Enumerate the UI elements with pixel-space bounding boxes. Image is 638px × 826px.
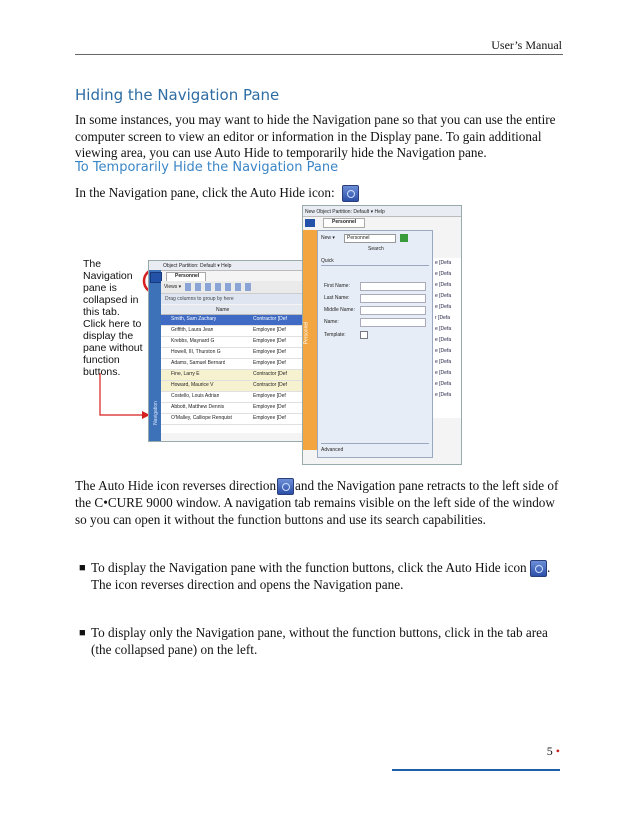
menu-bar-2[interactable]: New Object Partition: Default ▾ Help [305,209,385,215]
list-item: e [Defa [435,337,452,343]
list-item: e [Defa [435,260,452,266]
table-row[interactable] [161,337,307,348]
auto-hide-icon-inline [530,560,547,577]
group-hint: Drag columns to group by here [165,296,234,302]
row-type: Employee [Def [253,327,286,333]
advanced-link[interactable]: Advanced [321,447,344,453]
table-row[interactable] [161,370,307,381]
row-name: Howell, III, Thurston G [171,349,221,355]
middle-name-input[interactable] [360,306,426,315]
quick-label: Quick [321,258,334,264]
expanded-window [302,205,462,465]
subsection-title: To Temporarily Hide the Navigation Pane [75,160,339,175]
name-label: Name: [324,319,339,325]
new-button[interactable]: New ▾ [321,235,335,241]
tab-personnel[interactable]: Personnel [166,272,206,282]
screenshot-figure [80,205,464,465]
table-row[interactable] [161,414,307,425]
row-name: Costello, Louis Adrian [171,393,220,399]
table-row[interactable] [161,392,307,403]
row-name: Howard, Maurice V [171,382,214,388]
list-item: e [Defa [435,271,452,277]
section-title: Hiding the Navigation Pane [75,86,280,104]
row-name: Griffith, Laura Jean [171,327,214,333]
auto-hide-button-2[interactable] [305,219,315,227]
name-input[interactable] [360,318,426,327]
go-button[interactable] [400,234,408,242]
list-item: e [Defa [435,348,452,354]
middle-name-label: Middle Name: [324,307,355,313]
table-row[interactable] [161,359,307,370]
footer-dot-icon: • [555,744,560,758]
background-list-column [433,258,461,418]
auto-hide-icon [342,185,359,202]
template-checkbox[interactable] [360,331,368,339]
row-type: Employee [Def [253,404,286,410]
row-type: Employee [Def [253,349,286,355]
list-item: e [Defa [435,304,452,310]
list-item: e [Defa [435,392,452,398]
row-type: Employee [Def [253,338,286,344]
footer-rule [392,769,560,771]
orange-side-pane[interactable]: Personnel [303,230,317,450]
record-list [161,315,307,433]
bullet-1-text: To display the Navigation pane with the function buttons, click the Auto Hide icon . The icon reverses direction and opens the Navigation pane. [91,560,551,593]
row-name: Abbott, Matthew Dennis [171,404,225,410]
search-panel [317,230,433,458]
first-name-input[interactable] [360,282,426,291]
intro-paragraph: In some instances, you may want to hide the Navigation pane so that you can use the entire computer screen to view an editor or information in the Display pane. To gain additional viewing area, you can use Auto Hide to temporarily hide the Navigation pane. [75,112,556,160]
row-name: O'Malley, Calliope Renquist [171,415,232,421]
menu-bar[interactable]: Object Partition: Default ▾ Help [163,263,232,269]
page-number: 5 • [546,744,560,758]
table-row[interactable] [161,381,307,392]
list-item: e [Defa [435,359,452,365]
row-type: Employee [Def [253,415,286,421]
table-row[interactable] [161,403,307,414]
row-name: Krebbs, Maynard G [171,338,215,344]
first-name-label: First Name: [324,283,350,289]
list-item: e [Defa [435,381,452,387]
bullet-2-text: To display only the Navigation pane, without the function buttons, click in the tab area (the collapsed pane) on the left. [91,625,548,657]
row-type: Contractor [Def [253,316,287,322]
row-type: Contractor [Def [253,382,287,388]
table-row[interactable] [161,326,307,337]
last-name-input[interactable] [360,294,426,303]
collapsed-window [148,260,308,442]
step-paragraph [75,185,565,202]
table-row[interactable] [161,315,307,326]
views-menu[interactable]: Views ▾ [164,284,182,290]
toolbar-icons[interactable] [185,283,255,291]
list-item: e [Defa [435,326,452,332]
navigation-tab[interactable]: Navigation [149,270,161,441]
paragraph-2: The Auto Hide icon reverses direction and the Navigation pane retracts to the left side of the C•CURE 9000 window. A navigation tab remains visible on the left side of the window so you can open it without the function buttons and use its search capabilities. [75,478,559,527]
auto-hide-reversed-icon [277,478,294,495]
row-name: Fine, Larry E [171,371,200,377]
search-type-select[interactable]: Personnel [344,234,396,243]
tab-personnel-2[interactable]: Personnel [323,218,365,228]
list-item: e [Defa [435,282,452,288]
column-header-name[interactable]: Name [216,307,230,313]
header-rule [75,54,563,55]
row-type: Contractor [Def [253,371,287,377]
step-text: In the Navigation pane, click the Auto Hide icon: [75,185,335,200]
row-type: Employee [Def [253,393,286,399]
list-item: e [Defa [435,293,452,299]
list-item: r [Defa [435,315,451,321]
search-label: Search [368,246,384,252]
running-header: User’s Manual [491,38,562,52]
bullet-square-icon: ■ [79,562,86,574]
template-label: Template: [324,332,346,338]
row-name: Adams, Samuel Bernard [171,360,226,366]
row-type: Employee [Def [253,360,286,366]
last-name-label: Last Name: [324,295,350,301]
list-item: e [Defa [435,370,452,376]
bullet-square-icon: ■ [79,627,86,639]
arrow-line [100,373,142,415]
table-row[interactable] [161,348,307,359]
figure-callout: The Navigation pane is collapsed in this tab. Click here to display the pane without function buttons. [83,258,143,378]
row-name: Smith, Sam Zachary [171,316,217,322]
